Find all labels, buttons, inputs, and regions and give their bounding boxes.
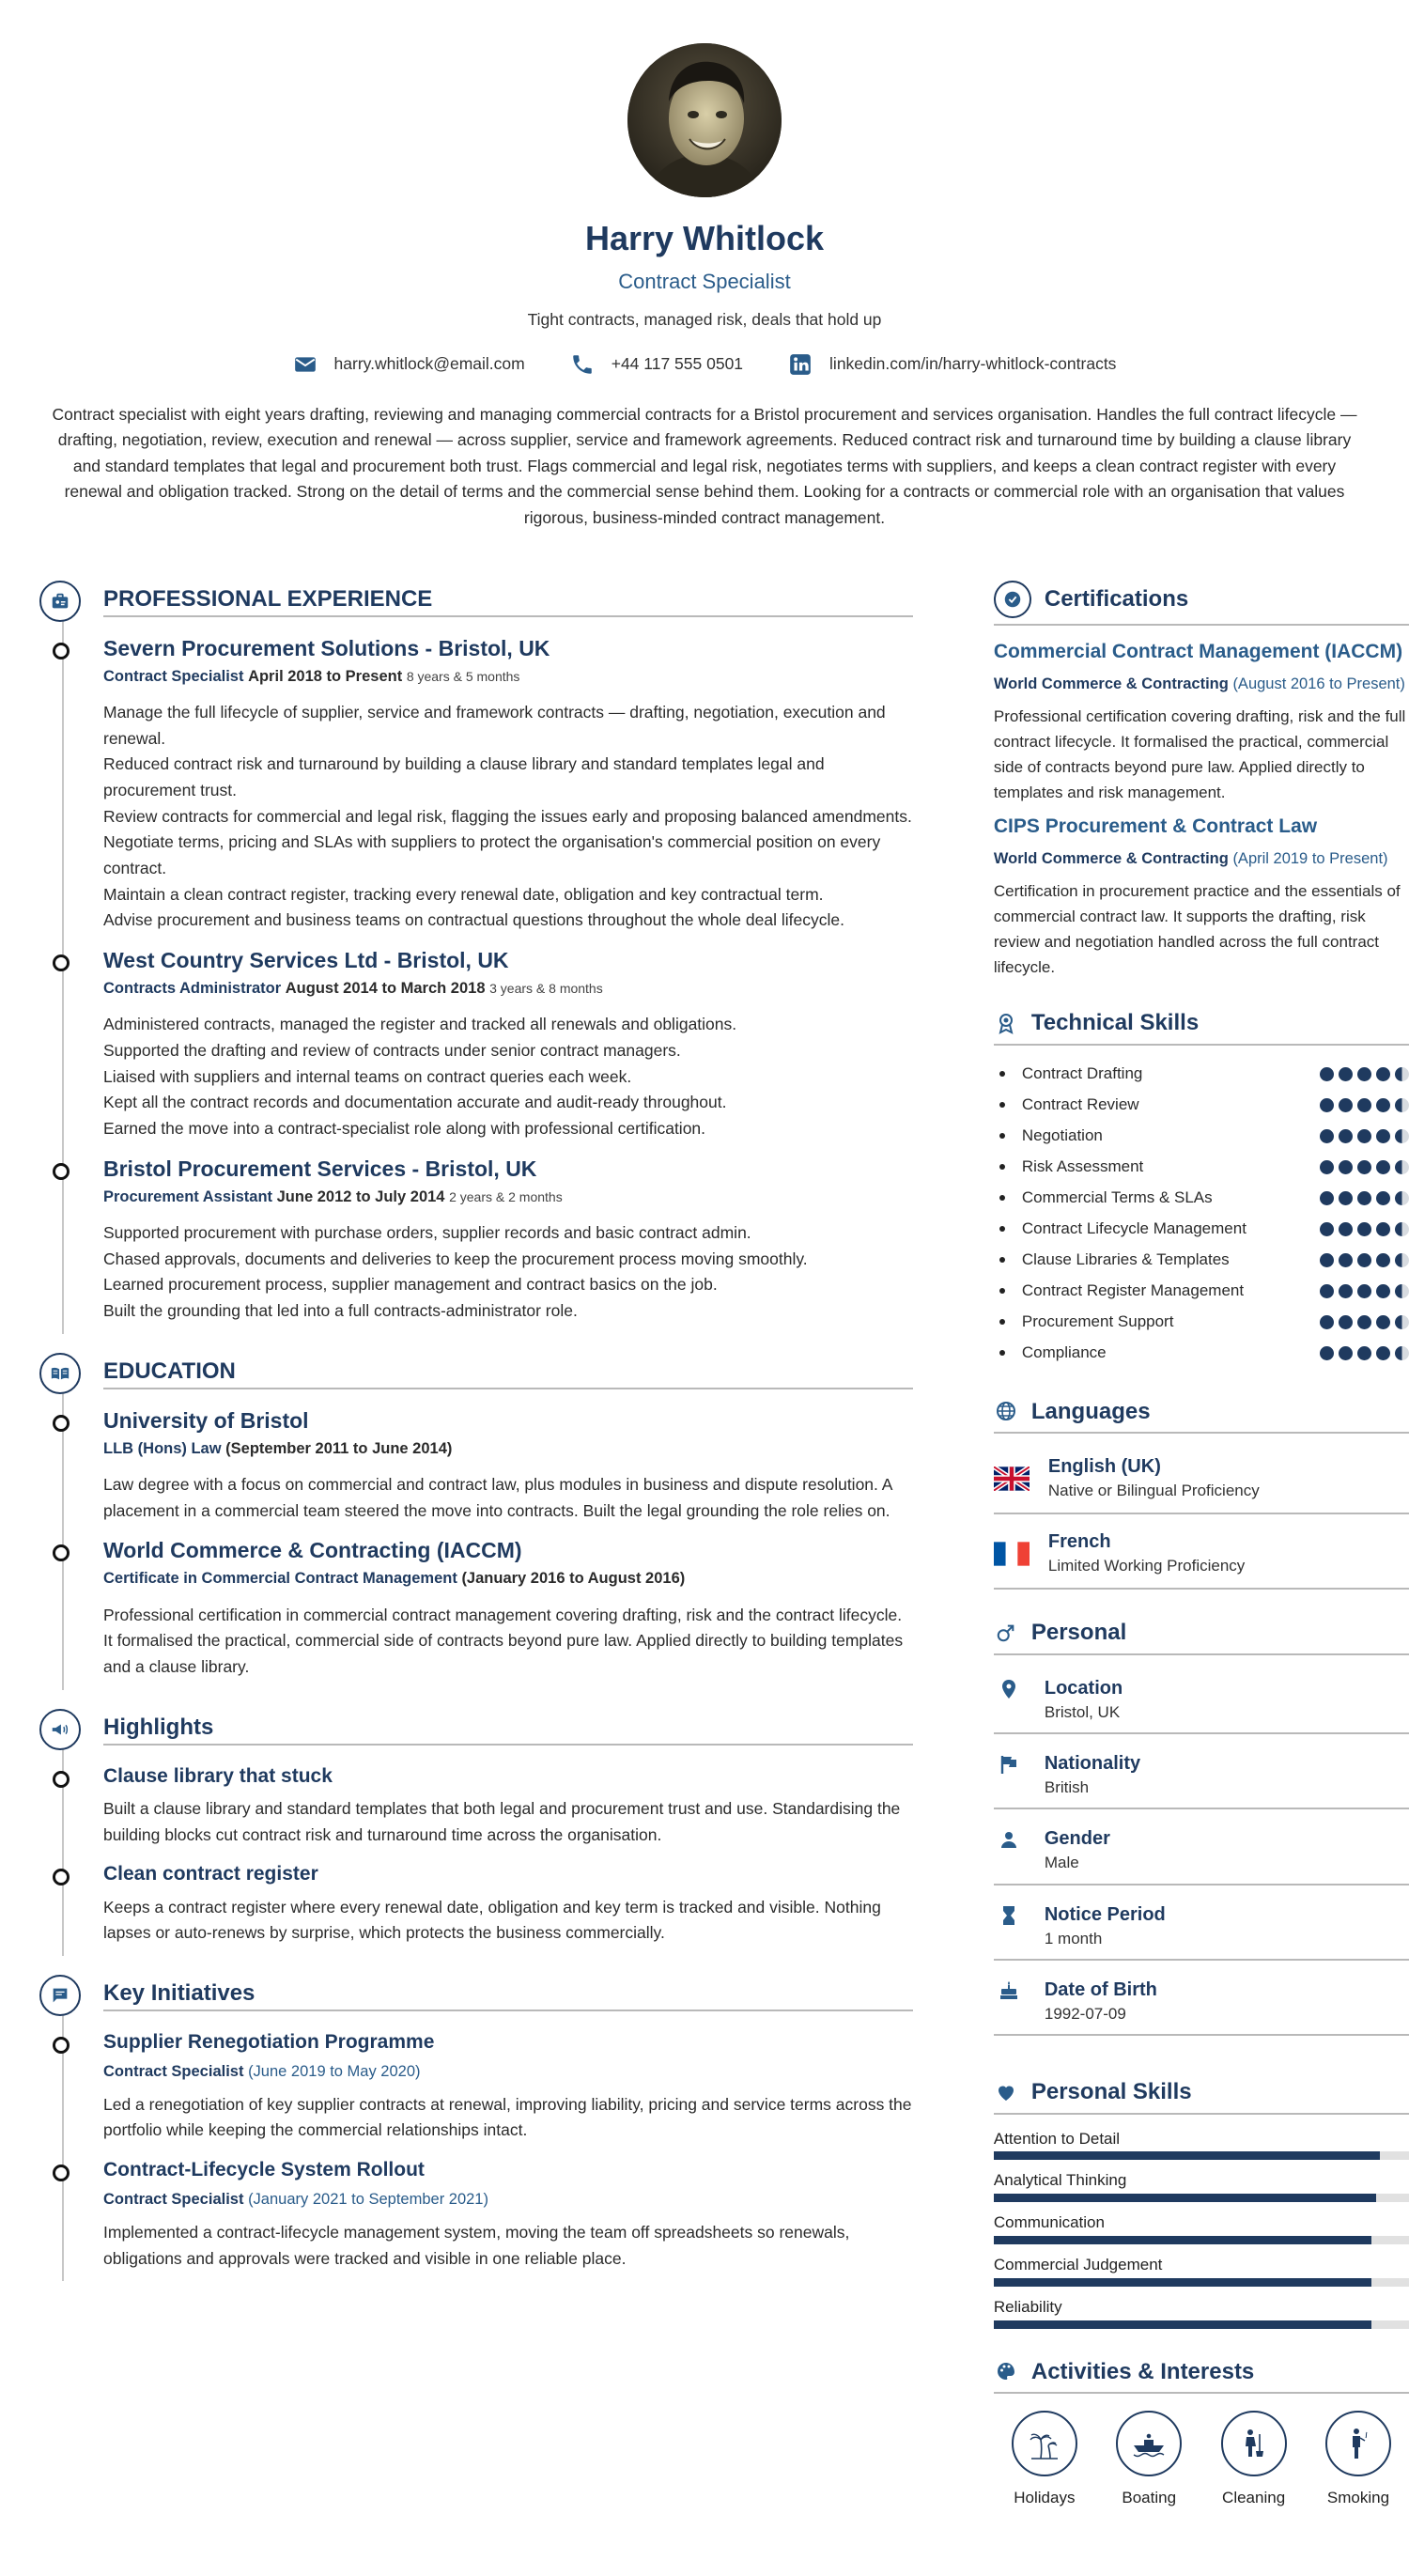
contact-email[interactable] bbox=[293, 351, 525, 377]
dates: (January 2021 to September 2021) bbox=[248, 2191, 488, 2209]
language-level: Native or Bilingual Proficiency bbox=[1047, 1481, 1260, 1499]
school-name: World Commerce & Contracting (IACCM) bbox=[103, 1538, 522, 1563]
skill-name: Negotiation bbox=[994, 1124, 1103, 1148]
description-line: Liaised with suppliers and internal teams on contract queries each week. bbox=[103, 1066, 632, 1086]
position-line bbox=[103, 1186, 913, 1210]
personal-item-gender bbox=[994, 1819, 1409, 1885]
personal-label: Date of Birth bbox=[1044, 1979, 1157, 2001]
personal-label: Location bbox=[1044, 1677, 1123, 1699]
skill-rating bbox=[1320, 1160, 1409, 1174]
technical-skill-item bbox=[994, 1183, 1409, 1214]
rating-dot bbox=[1320, 1315, 1334, 1329]
role: Contract Specialist bbox=[103, 667, 244, 685]
education-entry bbox=[103, 1537, 913, 1680]
rating-dot bbox=[1376, 1253, 1390, 1267]
rating-dot bbox=[1395, 1253, 1409, 1267]
personal-value: Male bbox=[1044, 1854, 1079, 1872]
duration: 8 years & 5 months bbox=[406, 668, 520, 684]
highlight-entry bbox=[103, 1861, 913, 1947]
description-line: Advise procurement and business teams on contractual questions throughout the whole deal lifecycle. bbox=[103, 910, 844, 930]
rating-dot bbox=[1357, 1253, 1371, 1267]
certification-org: World Commerce & Contracting bbox=[993, 849, 1229, 867]
megaphone-icon bbox=[39, 1709, 81, 1750]
skill-level-fill bbox=[994, 2320, 1371, 2329]
personal-label: Gender bbox=[1044, 1828, 1110, 1850]
activities-title: Activities & Interests bbox=[1030, 2358, 1255, 2384]
initiative-title: Supplier Renegotiation Programme bbox=[103, 2030, 435, 2053]
language-level: Limited Working Proficiency bbox=[1047, 1557, 1246, 1575]
certification-name: Commercial Contract Management (IACCM) bbox=[993, 640, 1403, 662]
initiative-entry bbox=[103, 2157, 913, 2272]
duration: 3 years & 8 months bbox=[489, 980, 603, 996]
heart-icon bbox=[994, 2080, 1018, 2104]
tagline: Tight contracts, managed risk, deals that hold up bbox=[527, 310, 882, 330]
position-line bbox=[103, 977, 913, 1001]
certifications-title: Certifications bbox=[1044, 586, 1189, 613]
personal-title: Personal bbox=[1030, 1620, 1127, 1646]
timeline-dot bbox=[53, 1544, 70, 1561]
skill-rating bbox=[1320, 1222, 1409, 1236]
highlight-text: Built a clause library and standard templates that both legal and procurement trust and use. Standardising the building blocks cut contract risk and turnaround time across the organisation. bbox=[103, 1799, 901, 1844]
phone-text: +44 117 555 0501 bbox=[611, 354, 744, 374]
degree-line bbox=[103, 1567, 913, 1591]
initiative-entry bbox=[103, 2029, 913, 2144]
personal-skills-title: Personal Skills bbox=[1030, 2079, 1192, 2105]
description-line: Supported procurement with purchase orders, supplier records and basic contract admin. bbox=[103, 1223, 751, 1243]
resume-header bbox=[0, 0, 1409, 532]
education-description: Law degree with a focus on commercial and contract law, plus modules in business and dispute resolution. A placement in a commercial team steered the move into contracts. Built the legal grounding the role relies on. bbox=[103, 1475, 892, 1520]
degree: Certificate in Commercial Contract Management bbox=[103, 1570, 457, 1588]
skill-name: Contract Register Management bbox=[994, 1279, 1244, 1303]
degree-line bbox=[103, 1437, 913, 1462]
technical-skills-title: Technical Skills bbox=[1030, 1010, 1200, 1036]
initiative-role-line bbox=[103, 2188, 913, 2212]
rating-dot bbox=[1339, 1315, 1353, 1329]
sidebar-column bbox=[994, 581, 1409, 2538]
skill-level-bar bbox=[994, 2278, 1409, 2287]
languages-header bbox=[994, 1397, 1409, 1434]
technical-skills-section bbox=[994, 1008, 1409, 1368]
personal-item-notice bbox=[994, 1895, 1409, 1961]
education-entry bbox=[103, 1407, 913, 1525]
activity-item bbox=[1104, 2411, 1194, 2510]
contact-bar bbox=[0, 351, 1409, 377]
skill-rating bbox=[1320, 1315, 1409, 1329]
candidate-name: Harry Whitlock bbox=[584, 219, 825, 257]
certification-dates: (August 2016 to Present) bbox=[1232, 675, 1405, 693]
personal-value: British bbox=[1044, 1778, 1090, 1797]
school-name: University of Bristol bbox=[103, 1407, 309, 1433]
personal-value: Bristol, UK bbox=[1044, 1702, 1121, 1721]
skill-name: Commercial Terms & SLAs bbox=[994, 1186, 1213, 1210]
education-header bbox=[103, 1353, 913, 1394]
rating-dot bbox=[1395, 1098, 1409, 1112]
rating-dot bbox=[1395, 1129, 1409, 1143]
timeline-dot bbox=[53, 954, 70, 971]
rating-dot bbox=[1357, 1222, 1371, 1236]
skill-level-fill bbox=[994, 2236, 1371, 2244]
dates: (June 2019 to May 2020) bbox=[248, 2063, 421, 2081]
highlight-title: Clause library that stuck bbox=[103, 1764, 333, 1787]
languages-title: Languages bbox=[1030, 1398, 1151, 1424]
technical-skill-item bbox=[994, 1307, 1409, 1338]
activity-label: Smoking bbox=[1326, 2488, 1390, 2506]
personal-item-dob bbox=[994, 1970, 1409, 2036]
activity-label: Boating bbox=[1122, 2488, 1177, 2506]
location-pin-icon bbox=[998, 1678, 1020, 1700]
certification-description: Professional certification covering drafting, risk and the full contract lifecycle. It formalised the practical, commercial side of contracts beyond pure law. Applied directly to templates and risk management. bbox=[993, 706, 1406, 802]
technical-skill-item bbox=[994, 1090, 1409, 1121]
chat-bubble-icon bbox=[39, 1975, 81, 2016]
description-line: Negotiate terms, pricing and SLAs with suppliers to protect the organisation's commercial position on every contract. bbox=[103, 832, 881, 878]
initiatives-title: Key Initiatives bbox=[103, 1979, 913, 2011]
technical-skill-item bbox=[994, 1276, 1409, 1307]
skill-rating bbox=[1320, 1346, 1409, 1360]
personal-skill-name: Communication bbox=[993, 2213, 1105, 2232]
rating-dot bbox=[1357, 1191, 1371, 1205]
linkedin-icon bbox=[788, 352, 813, 377]
role: Contracts Administrator bbox=[103, 979, 282, 997]
personal-skills-header bbox=[994, 2077, 1409, 2114]
initiatives-header bbox=[103, 1975, 913, 2016]
skill-name: Contract Review bbox=[994, 1093, 1139, 1117]
technical-skill-item bbox=[994, 1121, 1409, 1152]
rating-dot bbox=[1339, 1346, 1353, 1360]
personal-value: 1 month bbox=[1044, 1929, 1103, 1948]
job-title: Contract Specialist bbox=[618, 270, 791, 294]
initiative-text: Implemented a contract-lifecycle management system, moving the team off spreadsheets so renewals, obligations and approvals were tracked and visible in one reliable place. bbox=[103, 2222, 850, 2268]
company-name: West Country Services Ltd - Bristol, UK bbox=[103, 947, 509, 972]
rating-dot bbox=[1376, 1222, 1390, 1236]
personal-item-nationality bbox=[994, 1744, 1409, 1809]
company-name: Severn Procurement Solutions - Bristol, UK bbox=[103, 635, 550, 660]
rating-dot bbox=[1320, 1098, 1334, 1112]
cleaning-icon bbox=[1221, 2411, 1287, 2476]
contact-phone[interactable] bbox=[570, 351, 743, 377]
rating-dot bbox=[1357, 1284, 1371, 1298]
flag-icon bbox=[998, 1753, 1020, 1776]
skill-level-fill bbox=[994, 2278, 1371, 2287]
boat-icon bbox=[1116, 2411, 1182, 2476]
hourglass-icon bbox=[998, 1904, 1020, 1927]
rating-dot bbox=[1395, 1222, 1409, 1236]
activity-item bbox=[999, 2411, 1090, 2510]
phone-icon bbox=[570, 352, 595, 377]
rating-dot bbox=[1339, 1129, 1353, 1143]
initiative-role-line bbox=[103, 2060, 913, 2085]
language-item bbox=[994, 1447, 1409, 1514]
timeline-line bbox=[62, 614, 64, 1334]
entry-description bbox=[103, 700, 913, 934]
email-icon bbox=[293, 352, 317, 377]
technical-skill-item bbox=[994, 1214, 1409, 1245]
briefcase-id-icon bbox=[39, 581, 81, 622]
role: Contract Specialist bbox=[103, 2063, 244, 2081]
rating-dot bbox=[1357, 1098, 1371, 1112]
open-book-icon bbox=[39, 1353, 81, 1394]
rating-dot bbox=[1320, 1160, 1334, 1174]
technical-skills-header bbox=[994, 1008, 1409, 1045]
rating-dot bbox=[1357, 1160, 1371, 1174]
skill-rating bbox=[1320, 1284, 1409, 1298]
experience-title: PROFESSIONAL EXPERIENCE bbox=[103, 584, 913, 617]
rating-dot bbox=[1376, 1098, 1390, 1112]
experience-section bbox=[39, 581, 913, 1325]
personal-skill-name: Attention to Detail bbox=[993, 2129, 1121, 2148]
description-line: Review contracts for commercial and legal risk, flagging the issues early and proposing balanced amendments. bbox=[103, 806, 912, 826]
activity-item bbox=[1209, 2411, 1299, 2510]
skill-name: Risk Assessment bbox=[994, 1155, 1143, 1179]
certification-dates: (April 2019 to Present) bbox=[1232, 849, 1388, 867]
rating-dot bbox=[1320, 1067, 1334, 1081]
role: Procurement Assistant bbox=[103, 1187, 273, 1205]
skill-level-bar bbox=[994, 2320, 1409, 2329]
skill-rating bbox=[1320, 1129, 1409, 1143]
dates: August 2014 to March 2018 bbox=[285, 979, 486, 997]
degree: LLB (Hons) Law bbox=[103, 1439, 222, 1457]
language-name: English (UK) bbox=[1047, 1455, 1161, 1477]
personal-value: 1992-07-09 bbox=[1044, 2005, 1126, 2024]
education-description: Professional certification in commercial contract management covering drafting, risk and the contract lifecycle. It formalised the practical, commercial side of contracts beyond pure law. Applied directly to building templates and a clause library. bbox=[103, 1605, 904, 1677]
activity-label: Holidays bbox=[1014, 2488, 1076, 2506]
rating-dot bbox=[1320, 1191, 1334, 1205]
rating-dot bbox=[1320, 1129, 1334, 1143]
description-line: Administered contracts, managed the register and tracked all renewals and obligations. bbox=[103, 1015, 737, 1034]
personal-skill-item bbox=[994, 2254, 1409, 2287]
company-name: Bristol Procurement Services - Bristol, UK bbox=[103, 1156, 537, 1181]
description-line: Supported the drafting and review of contracts under senior contract managers. bbox=[103, 1041, 681, 1061]
cake-icon bbox=[998, 1979, 1020, 2002]
personal-skill-name: Analytical Thinking bbox=[993, 2171, 1127, 2190]
highlight-title: Clean contract register bbox=[103, 1863, 318, 1885]
palette-icon bbox=[994, 2359, 1018, 2383]
rating-dot bbox=[1395, 1160, 1409, 1174]
personal-item-location bbox=[994, 1668, 1409, 1734]
rating-dot bbox=[1376, 1284, 1390, 1298]
globe-icon bbox=[994, 1399, 1018, 1423]
timeline-dot bbox=[53, 1869, 70, 1885]
palm-tree-icon bbox=[1012, 2411, 1077, 2476]
certification-item bbox=[994, 639, 1409, 806]
personal-skill-item bbox=[994, 2211, 1409, 2244]
rating-dot bbox=[1339, 1222, 1353, 1236]
experience-entry bbox=[103, 1156, 913, 1325]
skill-name: Clause Libraries & Templates bbox=[994, 1248, 1230, 1272]
rating-dot bbox=[1357, 1129, 1371, 1143]
language-name: French bbox=[1047, 1531, 1111, 1553]
certifications-header bbox=[994, 581, 1409, 626]
rating-dot bbox=[1395, 1315, 1409, 1329]
technical-skill-item bbox=[994, 1338, 1409, 1369]
personal-skill-item bbox=[994, 2169, 1409, 2202]
education-section bbox=[39, 1353, 913, 1681]
rating-dot bbox=[1320, 1284, 1334, 1298]
male-symbol-icon bbox=[994, 1621, 1018, 1645]
initiative-text: Led a renegotiation of key supplier contracts at renewal, improving liability, pricing and service terms across the portfolio while keeping the commercial relationships intact. bbox=[103, 2094, 912, 2140]
description-line: Built the grounding that led into a full contracts-administrator role. bbox=[103, 1300, 578, 1320]
rating-dot bbox=[1395, 1191, 1409, 1205]
rating-dot bbox=[1395, 1346, 1409, 1360]
highlight-entry bbox=[103, 1763, 913, 1849]
certification-org-line bbox=[994, 673, 1409, 696]
skill-rating bbox=[1320, 1253, 1409, 1267]
experience-entry bbox=[103, 635, 913, 934]
personal-skill-item bbox=[994, 2296, 1409, 2329]
skill-rating bbox=[1320, 1098, 1409, 1112]
rating-dot bbox=[1320, 1346, 1334, 1360]
rating-dot bbox=[1357, 1346, 1371, 1360]
dates: (January 2016 to August 2016) bbox=[461, 1570, 686, 1588]
personal-section bbox=[994, 1618, 1409, 2036]
france-flag-icon bbox=[994, 1542, 1030, 1566]
rating-dot bbox=[1376, 1315, 1390, 1329]
description-line: Reduced contract risk and turnaround by building a clause library and standard templates legal and procurement trust. bbox=[103, 754, 825, 800]
languages-section bbox=[994, 1397, 1409, 1591]
rating-dot bbox=[1376, 1191, 1390, 1205]
timeline-dot bbox=[53, 2165, 70, 2181]
timeline-dot bbox=[53, 643, 70, 660]
award-ribbon-icon bbox=[994, 1011, 1018, 1035]
position-line bbox=[103, 665, 913, 690]
technical-skill-item bbox=[994, 1059, 1409, 1090]
dates: (September 2011 to June 2014) bbox=[225, 1439, 453, 1457]
timeline-dot bbox=[53, 1163, 70, 1180]
skill-name: Contract Drafting bbox=[994, 1062, 1143, 1086]
activity-item bbox=[1313, 2411, 1403, 2510]
description-line: Kept all the contract records and documentation accurate and audit-ready throughout. bbox=[103, 1093, 727, 1112]
personal-skill-name: Commercial Judgement bbox=[993, 2255, 1163, 2273]
skill-level-bar bbox=[994, 2151, 1409, 2160]
certifications-section bbox=[994, 581, 1409, 981]
technical-skill-item bbox=[994, 1152, 1409, 1183]
initiatives-section bbox=[39, 1975, 913, 2272]
certification-org: World Commerce & Contracting bbox=[993, 675, 1229, 693]
rating-dot bbox=[1320, 1222, 1334, 1236]
personal-skill-item bbox=[994, 2128, 1409, 2161]
main-column bbox=[39, 581, 913, 2538]
personal-label: Nationality bbox=[1044, 1753, 1141, 1775]
profile-summary: Contract specialist with eight years drafting, reviewing and managing commercial contracts for a Bristol procurement and services organisation. Handles the full contract lifecycle — drafting, negotiation, review, execution and renewal — across supplier, service and framework agreements. Reduced contract risk and turnaround time by building a clause library and standard templates that legal and procurement both trust. Flags commercial and legal risk, negotiates terms with suppliers, and keeps a clean contract register with every renewal and obligation tracked. Strong on the detail of terms and the commercial sense behind them. Looking for a contracts or commercial role with an organisation that values rigorous, business-minded contract management. bbox=[52, 404, 1357, 528]
rating-dot bbox=[1339, 1253, 1353, 1267]
activities-section bbox=[994, 2357, 1409, 2511]
linkedin-text: linkedin.com/in/harry-whitlock-contracts bbox=[829, 354, 1117, 374]
skill-level-fill bbox=[994, 2194, 1376, 2202]
contact-linkedin[interactable] bbox=[788, 351, 1116, 377]
description-line: Earned the move into a contract-specialist role along with professional certification. bbox=[103, 1118, 706, 1138]
activities-header bbox=[994, 2357, 1409, 2394]
rating-dot bbox=[1376, 1067, 1390, 1081]
profile-photo bbox=[627, 43, 782, 197]
technical-skills-list bbox=[994, 1059, 1409, 1369]
skill-name: Compliance bbox=[994, 1341, 1107, 1365]
content-columns bbox=[0, 581, 1409, 2538]
description-line: Chased approvals, documents and deliveries to keep the procurement process moving smoothly. bbox=[103, 1249, 808, 1268]
activity-label: Cleaning bbox=[1222, 2488, 1286, 2506]
dates: April 2018 to Present bbox=[248, 667, 403, 685]
rating-dot bbox=[1339, 1191, 1353, 1205]
personal-skill-name: Reliability bbox=[993, 2297, 1062, 2316]
skill-level-fill bbox=[994, 2151, 1380, 2160]
rating-dot bbox=[1376, 1160, 1390, 1174]
personal-header bbox=[994, 1618, 1409, 1654]
rating-dot bbox=[1395, 1067, 1409, 1081]
highlights-header bbox=[103, 1709, 913, 1750]
skill-name: Contract Lifecycle Management bbox=[994, 1217, 1246, 1241]
skill-name: Procurement Support bbox=[994, 1310, 1174, 1334]
rating-dot bbox=[1357, 1067, 1371, 1081]
rating-dot bbox=[1339, 1160, 1353, 1174]
uk-flag-icon bbox=[994, 1466, 1030, 1491]
entry-description bbox=[103, 1220, 913, 1325]
rating-dot bbox=[1395, 1284, 1409, 1298]
certification-org-line bbox=[994, 847, 1409, 871]
rating-dot bbox=[1357, 1315, 1371, 1329]
entry-description bbox=[103, 1012, 913, 1141]
role: Contract Specialist bbox=[103, 2191, 244, 2209]
badge-check-icon bbox=[994, 581, 1031, 618]
highlight-text: Keeps a contract register where every renewal date, obligation and key term is tracked and visible. Nothing lapses or auto-renews by surprise, which protects the business commercially. bbox=[103, 1897, 881, 1943]
duration: 2 years & 2 months bbox=[449, 1188, 563, 1204]
highlights-section bbox=[39, 1709, 913, 1947]
experience-header bbox=[103, 581, 913, 622]
timeline-line bbox=[62, 1387, 64, 1690]
personal-skills-section bbox=[994, 2077, 1409, 2328]
technical-skill-item bbox=[994, 1245, 1409, 1276]
avatar bbox=[627, 43, 782, 197]
skill-level-bar bbox=[994, 2194, 1409, 2202]
activities-list bbox=[994, 2411, 1409, 2510]
skill-rating bbox=[1320, 1191, 1409, 1205]
timeline-dot bbox=[53, 1415, 70, 1432]
education-title: EDUCATION bbox=[103, 1357, 913, 1389]
rating-dot bbox=[1339, 1284, 1353, 1298]
rating-dot bbox=[1339, 1098, 1353, 1112]
certification-item bbox=[994, 814, 1409, 981]
certification-name: CIPS Procurement & Contract Law bbox=[993, 815, 1318, 837]
timeline-dot bbox=[53, 1771, 70, 1788]
email-text: harry.whitlock@email.com bbox=[333, 354, 525, 374]
certification-description: Certification in procurement practice and the essentials of commercial contract law. It supports the drafting, risk review and negotiation handled across the full contract lifecycle. bbox=[993, 881, 1401, 977]
description-line: Manage the full lifecycle of supplier, service and framework contracts — drafting, negotiation, execution and renewal. bbox=[103, 703, 886, 748]
description-line: Learned procurement process, supplier management and contract basics on the job. bbox=[103, 1275, 718, 1295]
skill-rating bbox=[1320, 1067, 1409, 1081]
person-icon bbox=[998, 1828, 1020, 1851]
timeline-dot bbox=[53, 2037, 70, 2054]
experience-entry bbox=[103, 947, 913, 1142]
rating-dot bbox=[1376, 1346, 1390, 1360]
initiative-title: Contract-Lifecycle System Rollout bbox=[103, 2159, 425, 2181]
personal-label: Notice Period bbox=[1044, 1903, 1166, 1925]
smoking-icon bbox=[1325, 2411, 1391, 2476]
rating-dot bbox=[1339, 1067, 1353, 1081]
language-item bbox=[994, 1522, 1409, 1590]
highlights-title: Highlights bbox=[103, 1713, 913, 1746]
skill-level-bar bbox=[994, 2236, 1409, 2244]
personal-skills-list bbox=[994, 2128, 1409, 2329]
dates: June 2012 to July 2014 bbox=[276, 1187, 445, 1205]
rating-dot bbox=[1320, 1253, 1334, 1267]
rating-dot bbox=[1376, 1129, 1390, 1143]
description-line: Maintain a clean contract register, tracking every renewal date, obligation and key contractual term. bbox=[103, 884, 824, 904]
